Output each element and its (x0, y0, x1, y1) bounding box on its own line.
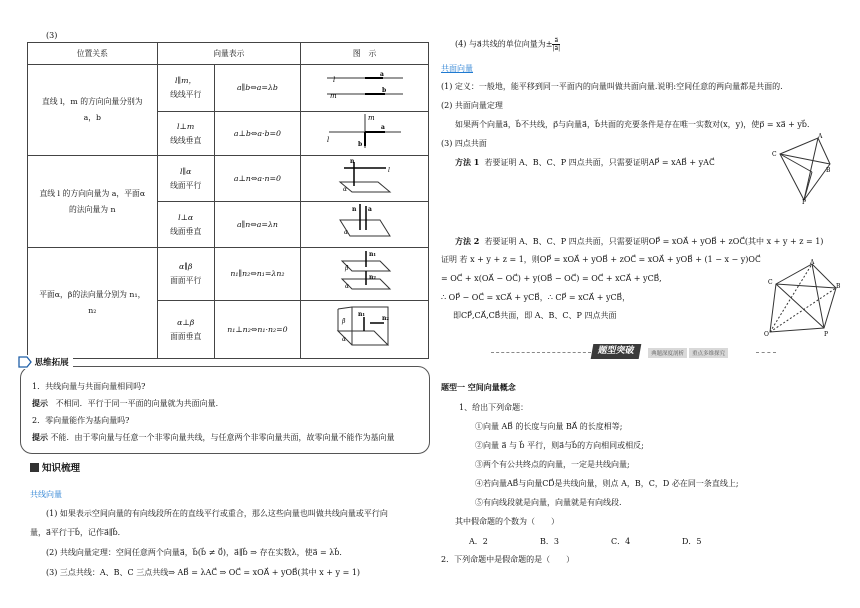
statement-5: ⑤有向线段就是向量，向量就是有向线段. (475, 498, 622, 507)
svg-text:A: A (810, 259, 815, 266)
svg-text:B: B (826, 167, 831, 174)
knowledge-title: 知识梳理 (42, 463, 81, 474)
header-figure: 图 示 (301, 43, 429, 65)
svg-text:l: l (326, 136, 329, 144)
figure-parallel-lines (301, 65, 429, 112)
figure-parallel-planes (301, 248, 429, 301)
relation-cell-line-plane: 直线 l 的方向向量为 a，平面α的法向量为 n (28, 156, 158, 248)
think-question-2: 2．零向量能作为基向量吗? (32, 416, 130, 425)
cond-cell: l⊥m 线线垂直 (157, 112, 214, 156)
coplanar-theorem: 如果两个向量a⃗，b⃗不共线，p⃗与向量a⃗，b⃗共面的充要条件是存在唯一实数对(x，y)，使p⃗ = xa⃗ + yb⃗． (455, 120, 815, 129)
svg-text:m: m (367, 114, 375, 122)
relation-cell-line-line: 直线 l，m 的方向向量分别为 a，b (28, 65, 158, 156)
svg-text:β: β (341, 318, 346, 325)
svg-text:α: α (344, 282, 349, 290)
question-1-intro: 1、给出下列命题： (459, 403, 529, 412)
parallel-lines-figure (325, 68, 405, 104)
svg-text:β: β (344, 264, 349, 272)
method-1: 方法 1 若要证明 A、B、C、P 四点共面，只需要证明AP⃗ = xAB⃗ + yAC⃗ (455, 157, 715, 167)
coplanar-theorem-title: (2) 共面向量定理 (441, 101, 503, 110)
statement-4: ④若向量AB⃗与向量CD⃗是共线向量，则点 A，B，C，D 必在同一条直线上; (475, 479, 739, 488)
question-1-ask: 其中假命题的个数为（ ） (455, 517, 559, 526)
svg-text:C: C (768, 279, 773, 286)
statement-1: ①向量 AB⃗ 的长度与向量 BA⃗ 的长度相等; (475, 422, 623, 431)
banner-rule-left (491, 352, 591, 353)
proof-line-1: 证明 若 x + y + z = 1，则OP⃗ = xOA⃗ + yOB⃗ + zOC⃗ = xOA⃗ + yOB⃗ + (1 − x − y)OC⃗ (441, 255, 761, 264)
svg-text:a: a (380, 124, 385, 131)
table-caption: (3) (46, 31, 58, 40)
svg-text:b: b (357, 141, 362, 148)
topic-breakthrough-banner: 题型突破 (591, 344, 642, 359)
proof-line-4: 即CP⃗,CA⃗,CB⃗共面，即 A、B、C、P 四点共面 (453, 311, 617, 320)
parallel-planes-figure (330, 249, 400, 295)
method-2: 方法 2 若要证明 A、B、C、P 四点共面，只需要证明OP⃗ = xOA⃗ + yOB⃗ + zOC⃗(其中 x + y + z = 1) (455, 236, 824, 246)
banner-tags: 典题深度剖析 重点多维探究 (646, 347, 728, 358)
think-answer-2: 提示 不能．由于零向量与任意一个非零向量共线，与任意两个非零向量共面，故零向量不能作为基向量 (32, 432, 395, 442)
collinear-def-2: 量，a⃗平行于b⃗，记作a⃗∥b⃗． (30, 528, 126, 537)
svg-text:P: P (802, 199, 807, 204)
perpendicular-lines-figure (325, 112, 405, 150)
expr-cell: n₁∥n₂⇔n₁=λn₂ (214, 248, 300, 301)
think-answer-1: 提示 不相同．平行于同一平面的向量就为共面向量． (32, 398, 224, 408)
figure-perp-lines (301, 112, 429, 156)
tetrahedron-figure-1 (772, 132, 832, 204)
think-question-1: 1．共线向量与共面向量相同吗? (32, 382, 146, 391)
relation-table (27, 42, 429, 359)
expr-cell: a∥b⇔a=λb (214, 65, 300, 112)
expr-cell: a∥n⇔a=λn (214, 202, 300, 248)
perpendicular-planes-figure (330, 301, 400, 353)
option-c[interactable]: C．4 (611, 537, 631, 546)
cond-cell: α⊥β 面面垂直 (157, 301, 214, 359)
statement-2: ②向量 a⃗ 与 b⃗ 平行，则a⃗与b⃗的方向相同或相反; (475, 441, 644, 450)
svg-text:α: α (341, 336, 346, 343)
svg-text:α: α (343, 229, 348, 236)
line-plane-parallel-figure (330, 156, 400, 196)
cond-cell: l∥m， 线线平行 (157, 65, 214, 112)
section-square-icon (30, 463, 39, 472)
svg-text:n₂: n₂ (368, 273, 376, 281)
tetrahedron-figure-2 (764, 258, 842, 338)
option-a[interactable]: A．2 (469, 537, 488, 546)
svg-text:n: n (349, 158, 354, 165)
svg-text:n: n (351, 206, 356, 213)
svg-text:B: B (836, 283, 841, 290)
four-points-title: (3) 四点共面 (441, 139, 487, 148)
svg-text:m: m (329, 91, 337, 100)
think-header: 思维拓展 (18, 355, 73, 369)
svg-text:P: P (824, 331, 829, 338)
collinear-subtitle: 共线向量 (30, 490, 62, 499)
svg-text:n₁: n₁ (368, 250, 376, 258)
svg-text:a: a (367, 206, 372, 213)
svg-text:l: l (387, 167, 390, 174)
header-vector: 向量表示 (157, 43, 301, 65)
svg-text:O: O (764, 331, 769, 338)
proof-line-3: ∴ OP⃗ − OC⃗ = xCA⃗ + yCB⃗，∴ CP⃗ = xCA⃗ + yCB⃗， (441, 293, 631, 302)
expr-cell: n₁⊥n₂⇔n₁·n₂=0 (214, 301, 300, 359)
option-b[interactable]: B．3 (540, 537, 559, 546)
svg-text:C: C (772, 151, 777, 158)
proof-line-2: = OC⃗ + x(OA⃗ − OC⃗) + y(OB⃗ − OC⃗) = OC⃗ + xCA⃗ + yCB⃗, (441, 274, 662, 283)
banner-rule-right (756, 352, 776, 353)
statement-3: ③两个有公共终点的向量，一定是共线向量; (475, 460, 630, 469)
collinear-theorem: (2) 共线向量定理：空间任意两个向量a⃗，b⃗(b⃗ ≠ 0⃗)，a⃗∥b⃗ ⇒ 存在实数λ，使a⃗ = λb⃗． (46, 548, 348, 557)
expr-cell: a⊥b⇔a·b=0 (214, 112, 300, 156)
svg-text:a: a (379, 70, 384, 78)
svg-text:α: α (342, 186, 347, 193)
cond-cell: l∥α 线面平行 (157, 156, 214, 202)
coplanar-definition: (1) 定义：一般地，能平移到同一平面内的向量叫做共面向量.说明:空间任意的两向量都是共面的. (441, 82, 783, 91)
unit-vector-line: (4) 与a⃗共线的单位向量为± $\frac{a⃗}{|a⃗|}$ (455, 37, 561, 52)
relation-cell-plane-plane: 平面α，β的法向量分别为 n₁，n₂ (28, 248, 158, 359)
header-relation: 位置关系 (28, 43, 158, 65)
svg-text:l: l (332, 75, 335, 84)
type-1-title: 题型一 空间向量概念 (441, 382, 516, 392)
figure-perp-planes (301, 301, 429, 359)
collinear-def-1: (1) 如果表示空间向量的有向线段所在的直线平行或重合，那么这些向量也叫做共线向量或平行向 (46, 509, 388, 518)
coplanar-subtitle: 共面向量 (441, 64, 473, 73)
unit-vector-fraction: $\frac{a⃗}{|a⃗|}$ (552, 37, 561, 52)
figure-line-parallel-plane (301, 156, 429, 202)
svg-text:b: b (381, 86, 386, 94)
figure-line-perp-plane (301, 202, 429, 248)
svg-text:n₁: n₁ (357, 311, 365, 318)
three-points-collinear: (3) 三点共线：A、B、C 三点共线⇒ AB⃗ = λAC⃗ ⇒ OC⃗ = xOA⃗ + yOB⃗(其中 x + y = 1) (46, 568, 361, 577)
arrow-tag-icon (18, 355, 32, 369)
expr-cell: a⊥n⇔a·n=0 (214, 156, 300, 202)
cond-cell: l⊥α 线面垂直 (157, 202, 214, 248)
svg-text:A: A (818, 133, 823, 140)
line-plane-perpendicular-figure (330, 202, 400, 242)
svg-text:n₂: n₂ (381, 315, 389, 322)
option-d[interactable]: D．5 (682, 537, 702, 546)
cond-cell: α∥β 面面平行 (157, 248, 214, 301)
question-2: 2．下列命题中是假命题的是（ ） (441, 555, 575, 564)
